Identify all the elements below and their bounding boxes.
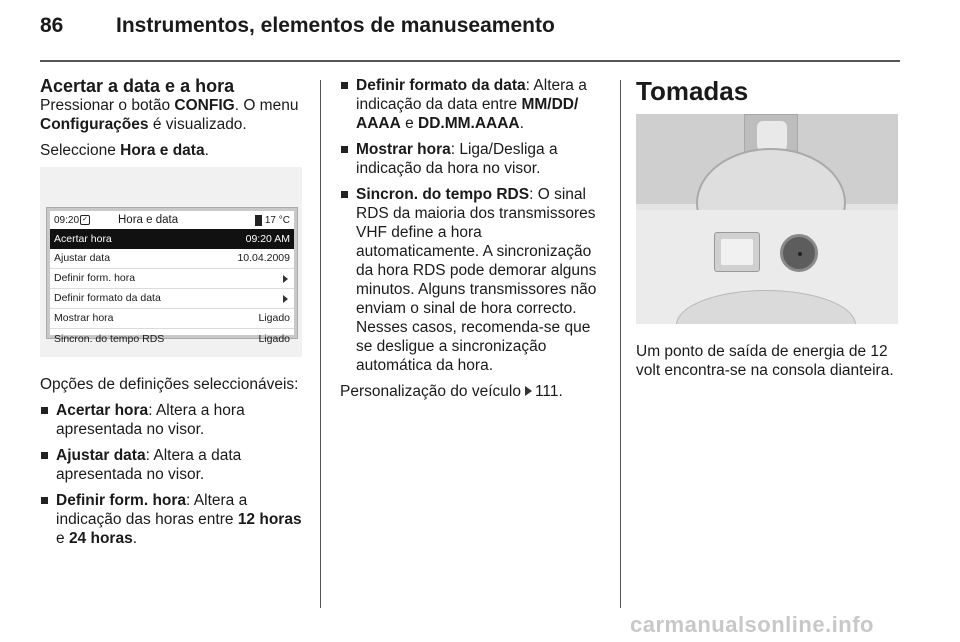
display-row-acertar-hora: Acertar hora 09:20 AM [50, 229, 294, 249]
arrow-right-icon [283, 275, 288, 283]
photo-socket-cover [714, 232, 760, 272]
power-outlet-photo [636, 114, 898, 324]
display-status-bar [50, 211, 294, 229]
clock-icon: ✓ [80, 215, 90, 225]
display-title: Hora e data [118, 213, 179, 226]
column-2 [340, 76, 608, 408]
paragraph-power-outlet: Um ponto de saída de energia de 12 volt encontra-se na consola dianteira. [636, 343, 894, 379]
list-item: Definir form. hora: Altera a indicação das horas entre 12 horas e 24 horas. [40, 491, 308, 548]
column-3 [636, 76, 900, 387]
bullet-icon [41, 497, 48, 504]
column-1 [40, 76, 308, 555]
bullet-icon [41, 407, 48, 414]
display-screen [50, 211, 294, 345]
watermark: carmanualsonline.info [630, 612, 874, 637]
display-frame [46, 207, 298, 345]
thermometer-icon [255, 215, 262, 226]
list-item: Sincron. do tempo RDS: O sinal RDS da maioria dos transmissores VHF define a hora automaticamente. A sincronização da hora RDS pode demorar alguns minutos. Alguns transmissores não enviam o sinal de hora correcto. Nesses casos, recomenda-se que se desligue a sincronização automática da hora. [340, 185, 608, 375]
column-divider-2 [620, 80, 621, 608]
page-reference-link[interactable]: 111 [534, 383, 559, 400]
arrow-right-icon [283, 295, 288, 303]
page-reference-arrow-icon [525, 386, 532, 396]
paragraph-options: Opções de definições seleccionáveis: [40, 376, 299, 393]
column-divider-1 [320, 80, 321, 608]
bullet-icon [341, 191, 348, 198]
paragraph-config: Pressionar o botão CONFIG. O menu Configurações é visualizado. [40, 97, 299, 133]
page-header [40, 14, 900, 46]
page-number: 86 [40, 14, 64, 37]
display-row-ajustar-data: Ajustar data 10.04.2009 [50, 249, 294, 269]
list-item: Acertar hora: Altera a hora apresentada no visor. [40, 401, 308, 439]
list-item: Ajustar data: Altera a data apresentada no visor. [40, 446, 308, 484]
display-row-sincron-rds: Sincron. do tempo RDS Ligado [54, 332, 290, 345]
options-list-2 [340, 76, 608, 375]
display-time: 09:20 [54, 214, 80, 226]
display-temperature: 17 °C [264, 214, 290, 226]
header-rule [40, 60, 900, 62]
bullet-icon [41, 452, 48, 459]
list-item: Mostrar hora: Liga/Desliga a indicação da hora no visor. [340, 140, 608, 178]
paragraph-personalization: Personalização do veículo 111. [340, 383, 563, 400]
bullet-icon [341, 146, 348, 153]
display-row-formato-data: Definir formato da data [50, 289, 294, 309]
display-row-mostrar-hora: Mostrar hora Ligado [50, 309, 294, 329]
power-socket-icon [780, 234, 818, 272]
options-list-1 [40, 401, 308, 548]
page-title: Instrumentos, elementos de manuseamento [116, 14, 555, 37]
display-figure [40, 167, 302, 357]
paragraph-select: Seleccione Hora e data. [40, 142, 209, 159]
list-item: Definir formato da data: Altera a indicação da data entre MM/DD/ AAAA e DD.MM.AAAA. [340, 76, 608, 133]
display-row-form-hora: Definir form. hora [50, 269, 294, 289]
section-heading-tomadas: Tomadas [636, 76, 749, 106]
section-heading-date-time: Acertar a data e a hora [40, 76, 235, 96]
bullet-icon [341, 82, 348, 89]
